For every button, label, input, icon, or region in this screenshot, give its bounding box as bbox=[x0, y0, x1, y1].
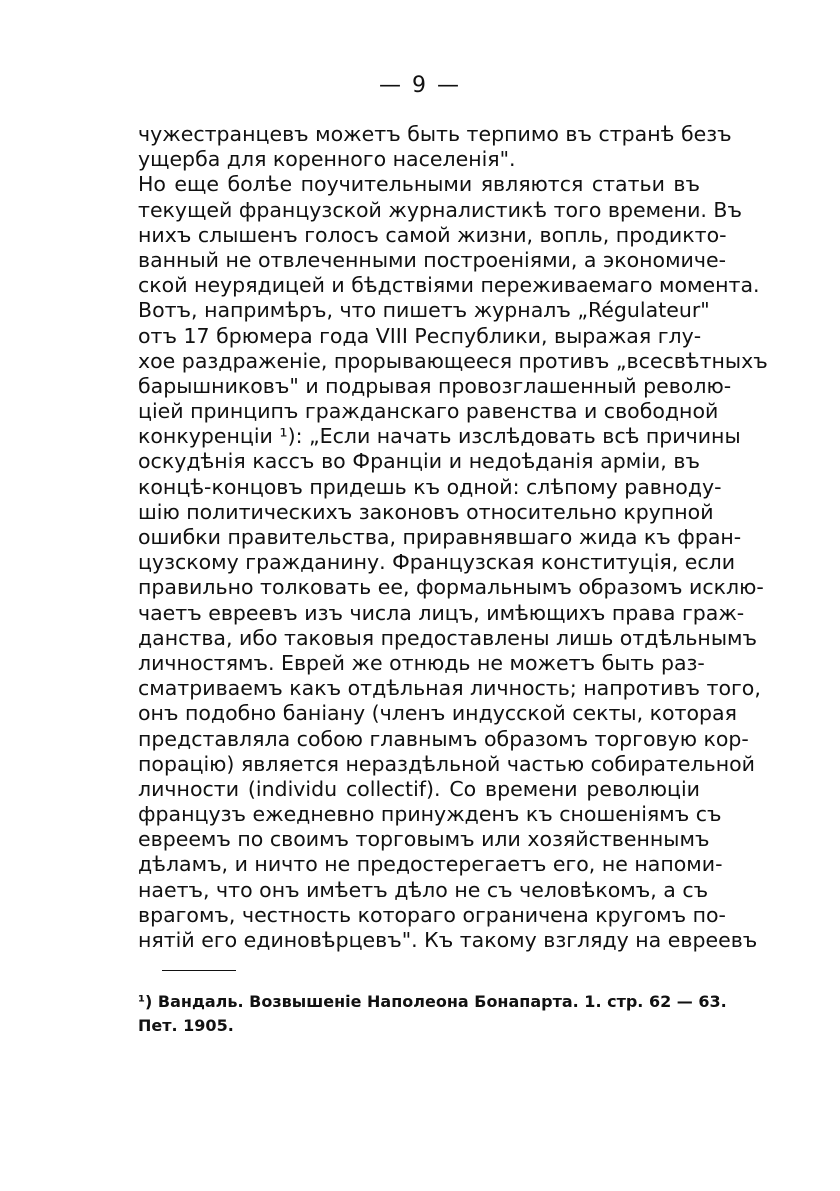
text-line: представляла собою главнымъ образомъ торговую кор- bbox=[138, 726, 749, 751]
footnote-divider bbox=[162, 970, 236, 971]
text-line: хое раздраженіе, прорывающееся противъ „всесвѣтныхъ bbox=[138, 348, 768, 373]
text-line: текущей французской журналистикѣ того времени. Въ bbox=[138, 197, 742, 222]
text-line: концѣ-концовъ придешь къ одной: слѣпому равноду- bbox=[138, 474, 722, 499]
text-line: ціей принципъ гражданскаго равенства и свободной bbox=[138, 399, 719, 424]
text-line: цузскому гражданину. Французская конституція, если bbox=[138, 550, 736, 575]
main-text bbox=[138, 122, 768, 953]
text-line: оскудѣнія кассъ во Франціи и недоѣданія арміи, въ bbox=[138, 449, 700, 474]
text-line: ошибки правительства, приравнявшаго жида къ фран- bbox=[138, 525, 742, 549]
text-line: порацію) является нераздѣльной частью собирательной bbox=[138, 751, 755, 776]
footnote bbox=[138, 990, 727, 1038]
text-line: чужестранцевъ можетъ быть терпимо въ странѣ безъ bbox=[138, 122, 732, 146]
text-line: отъ 17 брюмера года VIII Республики, выражая глу- bbox=[138, 323, 702, 348]
text-line: личности (individu collectif). Со времени революціи bbox=[138, 776, 700, 801]
page-number: — 9 — bbox=[379, 73, 461, 98]
text-line: ущерба для коренного населенія". bbox=[138, 147, 516, 172]
text-line: данства, ибо таковыя предоставлены лишь отдѣльнымъ bbox=[138, 625, 757, 650]
text-line: ванный не отвлеченными построеніями, а экономиче- bbox=[138, 247, 726, 272]
text-line: ской неурядицей и бѣдствіями переживаемаго момента. bbox=[138, 273, 760, 298]
text-line: нихъ слышенъ голосъ самой жизни, вопль, продикто- bbox=[138, 222, 727, 247]
text-line: конкуренціи ¹): „Если начать изслѣдовать всѣ причины bbox=[138, 424, 741, 449]
text-line: французъ ежедневно принужденъ къ сношеніямъ съ bbox=[138, 802, 722, 827]
text-line: врагомъ, честность котораго ограничена кругомъ по- bbox=[138, 902, 726, 927]
text-line: евреемъ по своимъ торговымъ или хозяйственнымъ bbox=[138, 827, 710, 852]
text-line: Вотъ, напримѣръ, что пишетъ журналъ „Régulateur" bbox=[138, 298, 710, 323]
text-line: нятій его единовѣрцевъ". Къ такому взгляду на евреевъ bbox=[138, 928, 758, 952]
text-line: личностямъ. Еврей же отнюдь не можетъ быть раз- bbox=[138, 650, 705, 675]
footnote-line: ¹) Вандаль. Возвышеніе Наполеона Бонапарта. 1. стр. 62 — 63. bbox=[138, 992, 727, 1011]
text-line: Но еще болѣе поучительными являются статьи въ bbox=[138, 172, 700, 197]
text-line: шію политическихъ законовъ относительно крупной bbox=[138, 499, 714, 524]
text-line: барышниковъ" и подрывая провозглашенный револю- bbox=[138, 373, 732, 398]
text-line: сматриваемъ какъ отдѣльная личность; напротивъ того, bbox=[138, 676, 761, 701]
text-line: дѣламъ, и ничто не предостерегаетъ его, не напоми- bbox=[138, 852, 723, 877]
footnote-line: Пет. 1905. bbox=[138, 1016, 234, 1035]
text-line: онъ подобно баніану (членъ индусской секты, которая bbox=[138, 701, 737, 726]
text-line: наетъ, что онъ имѣетъ дѣло не съ человѣкомъ, а съ bbox=[138, 877, 709, 902]
text-line: чаетъ евреевъ изъ числа лицъ, имѣющихъ права граж- bbox=[138, 600, 745, 625]
text-line: правильно толковать ее, формальнымъ образомъ исклю- bbox=[138, 575, 764, 600]
